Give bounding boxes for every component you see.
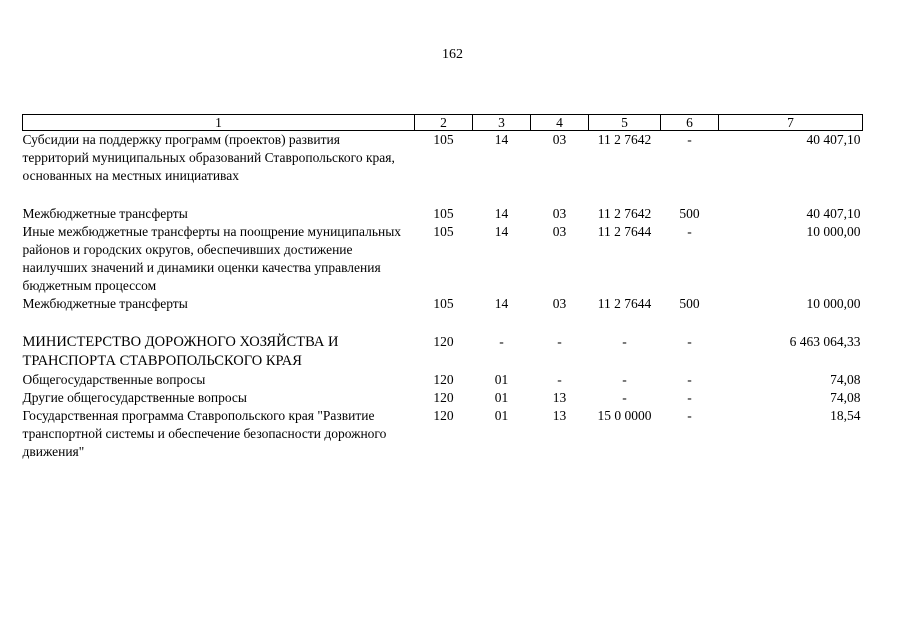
- row-expense-type: -: [687, 390, 692, 405]
- row-section-code: 01: [494, 372, 509, 387]
- row-ministry-code: 105: [433, 296, 454, 311]
- row-section-code: 01: [494, 390, 509, 405]
- row-name: Межбюджетные трансферты: [22, 296, 188, 311]
- row-expense-type: 500: [679, 296, 700, 311]
- row-expense-type: -: [687, 408, 692, 423]
- row-expense-type: -: [687, 372, 692, 387]
- row-target-article: -: [622, 334, 627, 349]
- row-amount: 74,08: [830, 390, 861, 405]
- row-section-code: 01: [494, 408, 509, 423]
- table-row: [23, 389, 863, 407]
- row-target-article: 11 2 7644: [597, 296, 652, 311]
- row-section-code: 14: [494, 224, 509, 239]
- row-ministry-code: 120: [433, 390, 454, 405]
- row-ministry-code: 120: [433, 334, 454, 349]
- row-amount: 40 407,10: [806, 206, 861, 221]
- row-section-code: 14: [494, 296, 509, 311]
- table-header: [23, 115, 863, 131]
- row-subsection-code: 03: [552, 132, 567, 147]
- row-target-article: -: [622, 390, 627, 405]
- header-col-4: 4: [531, 115, 589, 131]
- table-row: [23, 131, 863, 206]
- row-section-code: 14: [494, 132, 509, 147]
- row-name: Иные межбюджетные трансферты на поощрение муниципальных районов и городских округов, обеспечивших достижение наилучших значений и динамики оценки качества управления бюджетным процессом: [22, 224, 402, 293]
- page-number: 162: [442, 47, 463, 62]
- table-row: [23, 371, 863, 389]
- row-target-article: 11 2 7644: [597, 224, 652, 239]
- header-col-3: 3: [473, 115, 531, 131]
- row-subsection-code: -: [557, 334, 562, 349]
- row-ministry-code: 105: [433, 206, 454, 221]
- row-amount: 40 407,10: [806, 132, 861, 147]
- row-section-code: -: [499, 334, 504, 349]
- table-row: [23, 223, 863, 295]
- header-col-6: 6: [661, 115, 719, 131]
- table-row: [23, 205, 863, 223]
- row-ministry-code: 120: [433, 372, 454, 387]
- row-subsection-code: 13: [552, 408, 567, 423]
- row-amount: 10 000,00: [806, 296, 861, 311]
- row-amount: 74,08: [830, 372, 861, 387]
- row-name: МИНИСТЕРСТВО ДОРОЖНОГО ХОЗЯЙСТВА И ТРАНСПОРТА СТАВРОПОЛЬСКОГО КРАЯ: [22, 334, 339, 369]
- row-expense-type: -: [687, 334, 692, 349]
- row-name: Субсидии на поддержку программ (проектов) развития территорий муниципальных образований Ставропольского края, основанных на местных инициативах: [22, 132, 395, 183]
- row-subsection-code: 13: [552, 390, 567, 405]
- row-expense-type: -: [687, 132, 692, 147]
- table-row: [23, 407, 863, 461]
- table-row-ministry: [23, 333, 863, 371]
- header-col-2: 2: [415, 115, 473, 131]
- row-ministry-code: 120: [433, 408, 454, 423]
- row-amount: 6 463 064,33: [789, 334, 861, 349]
- row-subsection-code: 03: [552, 224, 567, 239]
- row-section-code: 14: [494, 206, 509, 221]
- row-target-article: 11 2 7642: [597, 206, 652, 221]
- row-expense-type: 500: [679, 206, 700, 221]
- header-row: [23, 115, 863, 131]
- table-row: [23, 295, 863, 333]
- row-name: Другие общегосударственные вопросы: [22, 390, 247, 405]
- row-ministry-code: 105: [433, 224, 454, 239]
- row-target-article: 11 2 7642: [597, 132, 652, 147]
- row-amount: 18,54: [830, 408, 861, 423]
- header-col-5: 5: [589, 115, 661, 131]
- budget-table: [22, 114, 863, 461]
- header-col-7: 7: [719, 115, 863, 131]
- row-name: Межбюджетные трансферты: [22, 206, 188, 221]
- row-subsection-code: 03: [552, 206, 567, 221]
- row-name: Общегосударственные вопросы: [22, 372, 206, 387]
- table-body: [23, 131, 863, 462]
- row-subsection-code: 03: [552, 296, 567, 311]
- row-subsection-code: -: [557, 372, 562, 387]
- row-expense-type: -: [687, 224, 692, 239]
- row-target-article: 15 0 0000: [597, 408, 652, 423]
- row-name: Государственная программа Ставропольского края "Развитие транспортной системы и обеспечение безопасности дорожного движения": [22, 408, 387, 459]
- header-col-1: 1: [23, 115, 415, 131]
- row-amount: 10 000,00: [806, 224, 861, 239]
- row-ministry-code: 105: [433, 132, 454, 147]
- row-target-article: -: [622, 372, 627, 387]
